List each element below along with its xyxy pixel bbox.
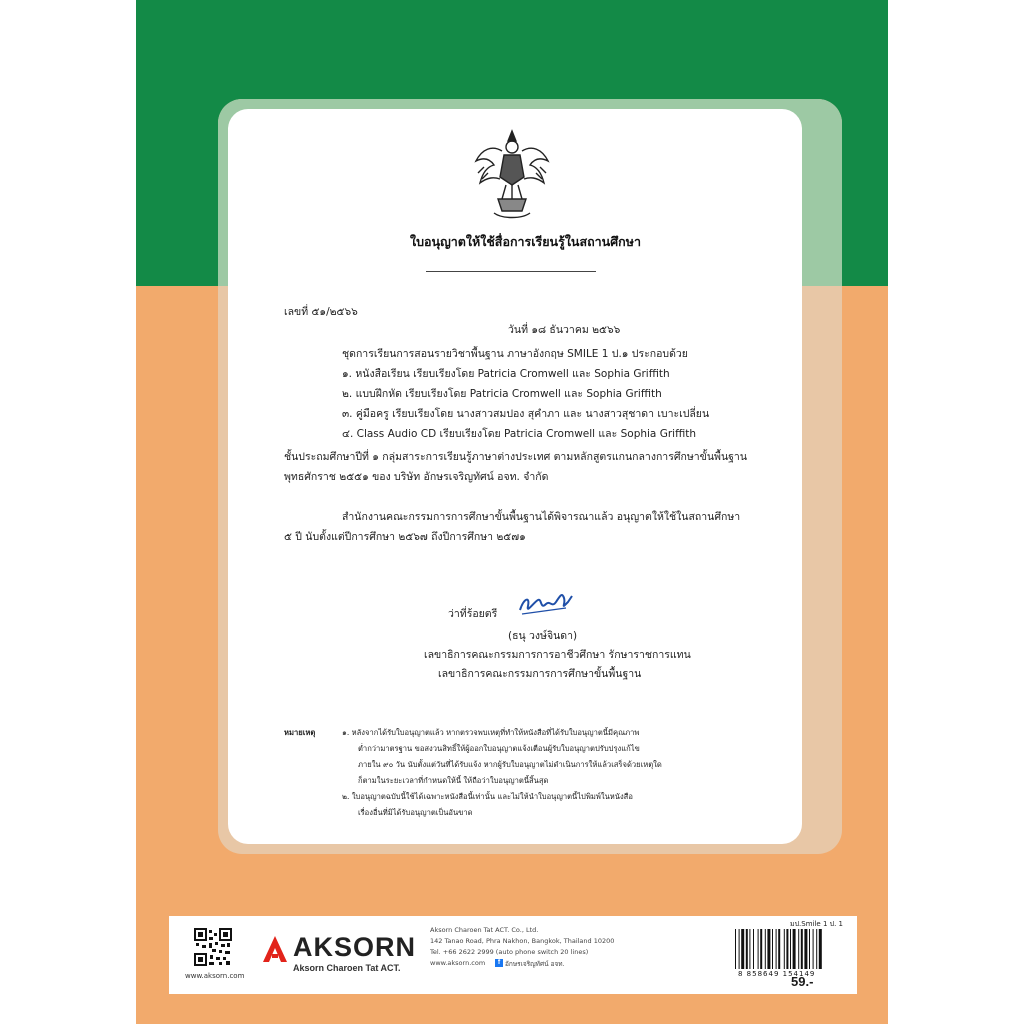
brand-name: AKSORN: [293, 932, 417, 962]
list-item: ๓. คู่มือครู เรียบเรียงโดย นางสาวสมปอง สุคำภา และ นางสาวสุชาดา เบาะเปลี่ยน: [342, 408, 710, 420]
note-line: ๒. ใบอนุญาตฉบับนี้ใช้ได้เฉพาะหนังสือนี้เท่านั้น และไม่ให้นำใบอนุญาตนี้ไปพิมพ์ในหนังสือ: [342, 792, 633, 801]
barcode-number: 8 858649 154149: [738, 970, 816, 978]
barcode-icon: [733, 929, 851, 969]
garuda-emblem-icon: [472, 127, 552, 223]
list-item: ๔. Class Audio CD เรียบเรียงโดย Patricia Cromwell และ Sophia Griffith: [342, 428, 696, 440]
note-line: ก็ตามในระยะเวลาที่กำหนดให้นี้ ให้ถือว่าใบอนุญาตนี้สิ้นสุด: [358, 776, 549, 785]
note-line: เรื่องอื่นที่มิได้รับอนุญาตเป็นอันขาด: [358, 808, 473, 817]
approval-line-1: สำนักงานคณะกรรมการการศึกษาขั้นพื้นฐานได้พิจารณาแล้ว อนุญาตให้ใช้ในสถานศึกษา: [342, 511, 741, 523]
list-item: ๒. แบบฝึกหัด เรียบเรียงโดย Patricia Cromwell และ Sophia Griffith: [342, 388, 662, 400]
title-divider: [426, 271, 596, 272]
aksorn-logo-icon: [261, 934, 289, 964]
signer-title-1: เลขาธิการคณะกรรมการการอาชีวศึกษา รักษาราชการแทน: [424, 649, 691, 661]
approval-line-2: ๕ ปี นับตั้งแต่ปีการศึกษา ๒๕๖๗ ถึงปีการศึกษา ๒๕๗๑: [284, 531, 526, 543]
scope-line-1: ชั้นประถมศึกษาปีที่ ๑ กลุ่มสาระการเรียนรู้ภาษาต่างประเทศ ตามหลักสูตรแกนกลางการศึกษาขั้นพื้นฐาน: [284, 451, 748, 463]
product-code: มป.Smile 1 ป. 1: [790, 920, 843, 928]
brand-subtitle: Aksorn Charoen Tat ACT.: [293, 963, 401, 973]
qr-code-icon: [194, 928, 232, 966]
facebook-icon: f: [495, 959, 503, 967]
company-name: Aksorn Charoen Tat ACT. Co., Ltd.: [430, 926, 539, 934]
intro-text: ชุดการเรียนการสอนรายวิชาพื้นฐาน ภาษาอังกฤษ SMILE 1 ป.๑ ประกอบด้วย: [342, 348, 688, 360]
signer-name: (ธนุ วงษ์จินดา): [508, 630, 578, 642]
website-left: www.aksorn.com: [185, 972, 245, 980]
scope-line-2: พุทธศักราช ๒๕๕๑ ของ บริษัท อักษรเจริญทัศน์ อจท. จำกัด: [284, 471, 549, 483]
company-tel: Tel. +66 2622 2999 (auto phone switch 20 lines): [430, 948, 589, 956]
license-number: เลขที่ ๕๑/๒๕๖๖: [284, 306, 358, 318]
facebook-page: อักษรเจริญทัศน์ อจท.: [505, 960, 565, 968]
license-date: วันที่ ๑๘ ธันวาคม ๒๕๖๖: [508, 324, 621, 336]
note-line: ๑. หลังจากได้รับใบอนุญาตแล้ว หากตรวจพบเหตุที่ทำให้หนังสือที่ได้รับใบอนุญาตนี้มีคุณภาพ: [342, 728, 640, 737]
signer-rank: ว่าที่ร้อยตรี: [448, 608, 498, 620]
signer-title-2: เลขาธิการคณะกรรมการการศึกษาขั้นพื้นฐาน: [438, 668, 642, 680]
price: 59.-: [791, 974, 814, 989]
document-title: ใบอนุญาตให้ใช้สื่อการเรียนรู้ในสถานศึกษา: [410, 234, 641, 249]
signature-icon: [516, 588, 576, 620]
company-website: www.aksorn.com: [430, 959, 486, 967]
publisher-footer: [169, 916, 857, 994]
note-line: ภายใน ๙๐ วัน นับตั้งแต่วันที่ได้รับแจ้ง หากผู้รับใบอนุญาตไม่ดำเนินการให้แล้วเสร็จด้วยเหตุใด: [358, 760, 662, 769]
notes-label: หมายเหตุ: [284, 728, 316, 737]
company-address: 142 Tanao Road, Phra Nakhon, Bangkok, Thailand 10200: [430, 937, 615, 945]
list-item: ๑. หนังสือเรียน เรียบเรียงโดย Patricia Cromwell และ Sophia Griffith: [342, 368, 670, 380]
note-line: ต่ำกว่ามาตรฐาน ขอสงวนสิทธิ์ให้ผู้ออกใบอนุญาตแจ้งเตือนผู้รับใบอนุญาตปรับปรุงแก้ไข: [358, 744, 640, 753]
